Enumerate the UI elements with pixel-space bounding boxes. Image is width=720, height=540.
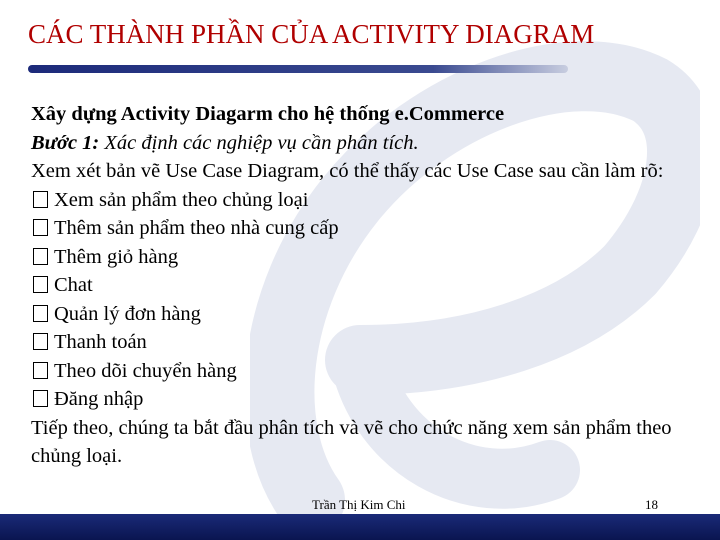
- checkbox-icon: [33, 390, 48, 407]
- list-item: [31, 385, 691, 414]
- footer-author: Trần Thị Kim Chi: [312, 497, 406, 512]
- conclusion-text: Tiếp theo, chúng ta bắt đầu phân tích và vẽ cho chức năng xem sản phẩm theo chủng loại.: [31, 416, 672, 467]
- list-item-label: Chat: [54, 274, 93, 296]
- list-item-label: Thêm giỏ hàng: [54, 245, 179, 268]
- list-item: [31, 357, 691, 386]
- list-item-label: Theo dõi chuyển hàng: [54, 359, 237, 382]
- list-item-label: Thanh toán: [54, 331, 147, 353]
- checkbox-icon: [33, 248, 48, 265]
- checkbox-icon: [33, 191, 48, 208]
- list-item: [31, 243, 691, 272]
- step-text: Xác định các nghiệp vụ cần phân tích.: [99, 131, 419, 154]
- intro-text: Xem xét bản vẽ Use Case Diagram, có thể thấy các Use Case sau cần làm rõ:: [31, 160, 664, 182]
- checkbox-icon: [33, 362, 48, 379]
- list-item: [31, 300, 691, 329]
- bottom-bar: [0, 514, 720, 540]
- step-label: Bước 1:: [31, 131, 100, 154]
- step-line: [31, 129, 691, 158]
- list-item: [31, 328, 691, 357]
- list-item: [31, 214, 691, 243]
- list-item-label: Quản lý đơn hàng: [54, 302, 201, 325]
- checkbox-icon: [33, 333, 48, 350]
- list-item-label: Thêm sản phẩm theo nhà cung cấp: [54, 217, 339, 239]
- slide-content: [31, 100, 691, 471]
- checkbox-icon: [33, 219, 48, 236]
- use-case-list: [31, 186, 691, 414]
- checkbox-icon: [33, 305, 48, 322]
- list-item: [31, 186, 691, 215]
- list-item: [31, 271, 691, 300]
- title-underline-bar: [28, 64, 568, 74]
- list-item-label: Xem sản phẩm theo chủng loại: [54, 188, 309, 211]
- page-number: 18: [645, 497, 658, 512]
- slide-title: CÁC THÀNH PHẦN CỦA ACTIVITY DIAGRAM: [28, 19, 595, 49]
- section-heading: Xây dựng Activity Diagarm cho hệ thống e.Commerce: [31, 103, 505, 125]
- list-item-label: Đăng nhập: [54, 388, 144, 410]
- checkbox-icon: [33, 276, 48, 293]
